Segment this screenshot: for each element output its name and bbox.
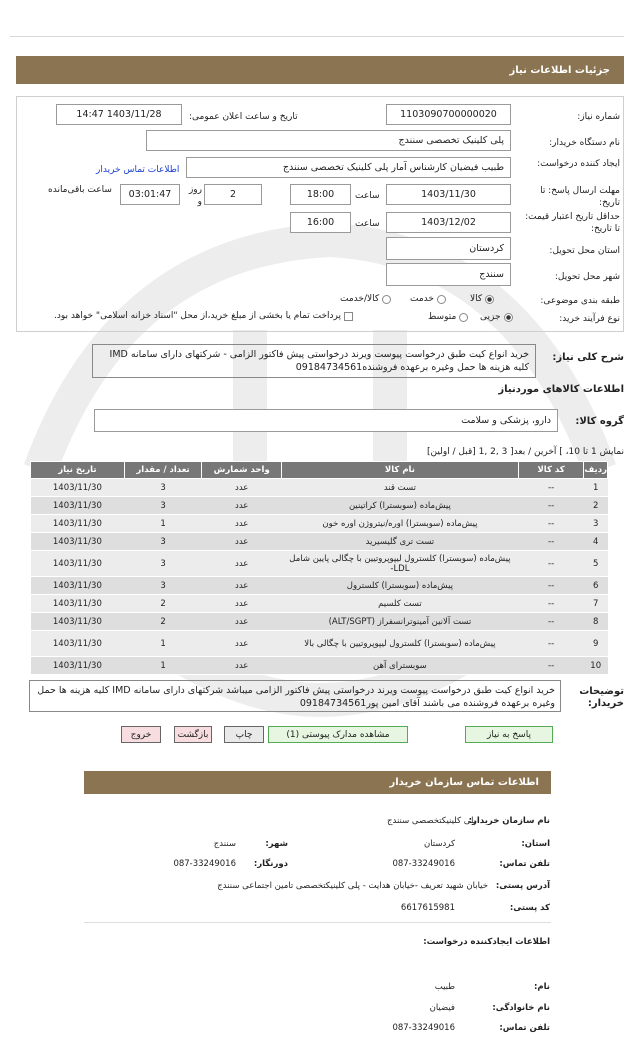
cell-date: 1403/11/30 (31, 497, 125, 515)
exit-button[interactable]: خروج (121, 726, 161, 743)
creator-first-name-value: طبیب (434, 982, 455, 992)
top-divider (10, 36, 624, 37)
category-label: طبقه بندی موضوعی: (540, 296, 620, 306)
cell-qty: 3 (124, 577, 202, 595)
org-name-value: پلی کلینیکتخصصی سنندج (387, 816, 476, 826)
cell-date: 1403/11/30 (31, 551, 125, 577)
creator-phone-label: تلفن تماس: (499, 1023, 550, 1033)
buyer-org-label: نام دستگاه خریدار: (549, 138, 620, 148)
validity-time-field: 16:00 (290, 212, 351, 233)
cell-name: تست آلانین آمینوترانسفراز (ALT/SGPT) (282, 613, 519, 631)
radio-selected-icon[interactable] (504, 313, 513, 322)
contact-address-value: خیابان شهید تعریف -خیابان هدایت - پلی کلینیکتخصصی تامین اجتماعی سنندج (217, 881, 488, 891)
validity-date-field: 1403/12/02 (386, 212, 511, 233)
back-button[interactable]: بازگشت (174, 726, 212, 743)
contact-divider (84, 922, 551, 923)
summary-text: خرید انواع کیت طبق درخواست پیوست ویرند درخواستی پیش فاکتور الزامی - شرکتهای دارای سامانه IMD کلیه هزینه ها حمل وغیره برعهده فروشنده09184734561 (92, 344, 536, 378)
process-label: نوع فرآیند خرید: (559, 314, 620, 324)
cell-row: 3 (584, 515, 608, 533)
payment-treasury-checkbox[interactable]: پرداخت تمام یا بخشی از مبلغ خرید،از محل "اسناد خزانه اسلامی" خواهد بود. (54, 311, 353, 321)
cell-qty: 1 (124, 515, 202, 533)
buyer-contact-link[interactable]: اطلاعات تماس خریدار (96, 165, 180, 175)
announce-field: 1403/11/28 14:47 (56, 104, 182, 125)
cell-date: 1403/11/30 (31, 631, 125, 657)
cell-unit: عدد (202, 515, 282, 533)
table-row (31, 497, 608, 515)
cell-qty: 3 (124, 479, 202, 497)
cell-qty: 3 (124, 551, 202, 577)
attachments-button[interactable]: مشاهده مدارک پیوستی (1) (268, 726, 408, 743)
radio-icon[interactable] (459, 313, 468, 322)
cell-qty: 2 (124, 595, 202, 613)
contact-phone-label: تلفن تماس: (499, 859, 550, 869)
cell-date: 1403/11/30 (31, 479, 125, 497)
creator-info-title: اطلاعات ایجادکننده درخواست: (423, 937, 550, 947)
announce-label: تاریخ و ساعت اعلان عمومی: (189, 112, 298, 122)
cell-row: 5 (584, 551, 608, 577)
table-row (31, 479, 608, 497)
print-button[interactable]: چاپ (224, 726, 264, 743)
deadline-date-field: 1403/11/30 (386, 184, 511, 205)
process-option-minor[interactable]: جزیی (480, 312, 513, 322)
table-row (31, 515, 608, 533)
deadline-label: مهلت ارسال پاسخ: تا تاریخ: (540, 186, 620, 208)
table-row (31, 577, 608, 595)
cell-qty: 1 (124, 657, 202, 675)
remaining-time-label: ساعت باقی‌مانده (48, 185, 112, 195)
cell-unit: عدد (202, 595, 282, 613)
cell-code: -- (518, 479, 584, 497)
cell-date: 1403/11/30 (31, 577, 125, 595)
cell-row: 6 (584, 577, 608, 595)
cell-name: پیش‌ماده (سوبسترا) کلسترول (282, 577, 519, 595)
cell-row: 8 (584, 613, 608, 631)
cell-code: -- (518, 515, 584, 533)
buyer-org-field: پلی کلینیک تخصصی سنندج (146, 130, 511, 151)
cell-date: 1403/11/30 (31, 595, 125, 613)
days-field: 2 (204, 184, 262, 205)
buyer-notes-label: توضیحات خریدار: (579, 686, 624, 709)
creator-label: ایجاد کننده درخواست: (537, 159, 620, 169)
goods-info-title: اطلاعات کالاهای موردنیاز (498, 384, 624, 395)
summary-label: شرح کلی نیاز: (552, 352, 624, 363)
creator-last-name-label: نام خانوادگی: (492, 1003, 550, 1013)
cell-name: پیش‌ماده (سوبسترا) کراتینین (282, 497, 519, 515)
contact-province-label: استان: (521, 839, 550, 849)
cell-unit: عدد (202, 657, 282, 675)
cell-name: تست قند (282, 479, 519, 497)
radio-selected-icon[interactable] (485, 295, 494, 304)
cell-name: سوبسترای آهن (282, 657, 519, 675)
table-row (31, 631, 608, 657)
pagination[interactable]: نمایش 1 تا 10، ] آخرین / بعد[ 3 ,2 ,1 [قبل / اولین] (427, 447, 624, 457)
goods-table (30, 461, 608, 675)
category-option-goods[interactable]: کالا (470, 294, 494, 304)
contact-postal-label: کد پستی: (509, 903, 550, 913)
contact-fax-value: 087-33249016 (173, 859, 236, 869)
cell-unit: عدد (202, 497, 282, 515)
cell-qty: 3 (124, 533, 202, 551)
contact-province-value: کردستان (423, 839, 455, 849)
contact-city-value: سنندج (213, 839, 236, 849)
category-option-service[interactable]: خدمت (410, 294, 446, 304)
cell-code: -- (518, 533, 584, 551)
category-option-both[interactable]: کالا/خدمت (340, 294, 391, 304)
days-label: روز و (188, 185, 202, 207)
col-name: نام کالا (282, 462, 519, 479)
cell-row: 2 (584, 497, 608, 515)
cell-row: 4 (584, 533, 608, 551)
cell-name: پیش‌ماده (سوبسترا) کلسترول لیپوپروتیین با چگالی بالا (282, 631, 519, 657)
remaining-time-field: 03:01:47 (120, 184, 180, 205)
cell-date: 1403/11/30 (31, 613, 125, 631)
cell-row: 10 (584, 657, 608, 675)
cell-code: -- (518, 613, 584, 631)
cell-unit: عدد (202, 577, 282, 595)
cell-date: 1403/11/30 (31, 657, 125, 675)
contact-phone-value: 087-33249016 (392, 859, 455, 869)
cell-qty: 3 (124, 497, 202, 515)
table-row (31, 551, 608, 577)
creator-field: طبیب فیضیان کارشناس آمار پلی کلینیک تخصصی سنندج (186, 157, 511, 178)
cell-unit: عدد (202, 551, 282, 577)
province-field: کردستان (386, 237, 511, 260)
cell-qty: 1 (124, 631, 202, 657)
contact-address-label: آدرس پستی: (495, 881, 550, 891)
cell-unit: عدد (202, 533, 282, 551)
col-qty: تعداد / مقدار (124, 462, 202, 479)
cell-name: تست کلسیم (282, 595, 519, 613)
deadline-time-label: ساعت (355, 191, 380, 201)
cell-unit: عدد (202, 613, 282, 631)
cell-code: -- (518, 657, 584, 675)
process-option-medium[interactable]: متوسط (428, 312, 468, 322)
province-label: استان محل تحویل: (549, 246, 620, 256)
cell-name: پیش‌ماده (سوبسترا) اوره/نیتروژن اوره خون (282, 515, 519, 533)
creator-first-name-label: نام: (533, 982, 550, 992)
col-unit: واحد شمارش (202, 462, 282, 479)
need-number-field: 1103090700000020 (386, 104, 511, 125)
col-date: تاریخ نیاز (31, 462, 125, 479)
contact-section-title: اطلاعات تماس سازمان خریدار (84, 771, 551, 794)
radio-icon[interactable] (437, 295, 446, 304)
table-row (31, 657, 608, 675)
col-code: کد کالا (518, 462, 584, 479)
goods-group-label: گروه کالا: (575, 416, 624, 427)
contact-fax-label: دورنگار: (253, 859, 288, 869)
checkbox-icon[interactable] (344, 312, 353, 321)
cell-unit: عدد (202, 479, 282, 497)
cell-date: 1403/11/30 (31, 533, 125, 551)
validity-label: حداقل تاریخ اعتبار قیمت: تا تاریخ: (525, 212, 620, 234)
table-row (31, 613, 608, 631)
col-row: ردیف (584, 462, 608, 479)
cell-row: 1 (584, 479, 608, 497)
cell-unit: عدد (202, 631, 282, 657)
radio-icon[interactable] (382, 295, 391, 304)
page-title: جزئیات اطلاعات نیاز (16, 56, 624, 84)
cell-date: 1403/11/30 (31, 515, 125, 533)
cell-code: -- (518, 595, 584, 613)
table-row (31, 533, 608, 551)
goods-group-field: دارو، پزشکی و سلامت (94, 409, 558, 432)
cell-qty: 2 (124, 613, 202, 631)
city-field: سنندج (386, 263, 511, 286)
cell-row: 9 (584, 631, 608, 657)
deadline-time-field: 18:00 (290, 184, 351, 205)
cell-code: -- (518, 631, 584, 657)
creator-phone-value: 087-33249016 (392, 1023, 455, 1033)
need-number-label: شماره نیاز: (577, 112, 620, 122)
reply-button[interactable]: پاسخ به نیاز (465, 726, 553, 743)
cell-code: -- (518, 497, 584, 515)
buyer-notes-text: خرید انواع کیت طبق درخواست پیوست ویرند درخواستی پیش فاکتور الزامی میباشد شرکتهای دارای سامانه IMD کلیه هزینه ها حمل وغیره برعهده فروشنده می باشند آقای امین پور09184734561 (29, 680, 561, 712)
cell-name: پیش‌ماده (سوبسترا) کلسترول لیپوپروتیین با چگالی پایین شامل LDL- (282, 551, 519, 577)
org-name-label: نام سازمان خریدار: (468, 816, 550, 826)
cell-code: -- (518, 577, 584, 595)
contact-city-label: شهر: (265, 839, 288, 849)
cell-row: 7 (584, 595, 608, 613)
creator-last-name-value: فیضیان (429, 1003, 455, 1013)
cell-code: -- (518, 551, 584, 577)
city-label: شهر محل تحویل: (554, 272, 620, 282)
cell-name: تست تری گلیسیرید (282, 533, 519, 551)
contact-postal-value: 6617615981 (400, 903, 455, 913)
validity-time-label: ساعت (355, 219, 380, 229)
table-row (31, 595, 608, 613)
